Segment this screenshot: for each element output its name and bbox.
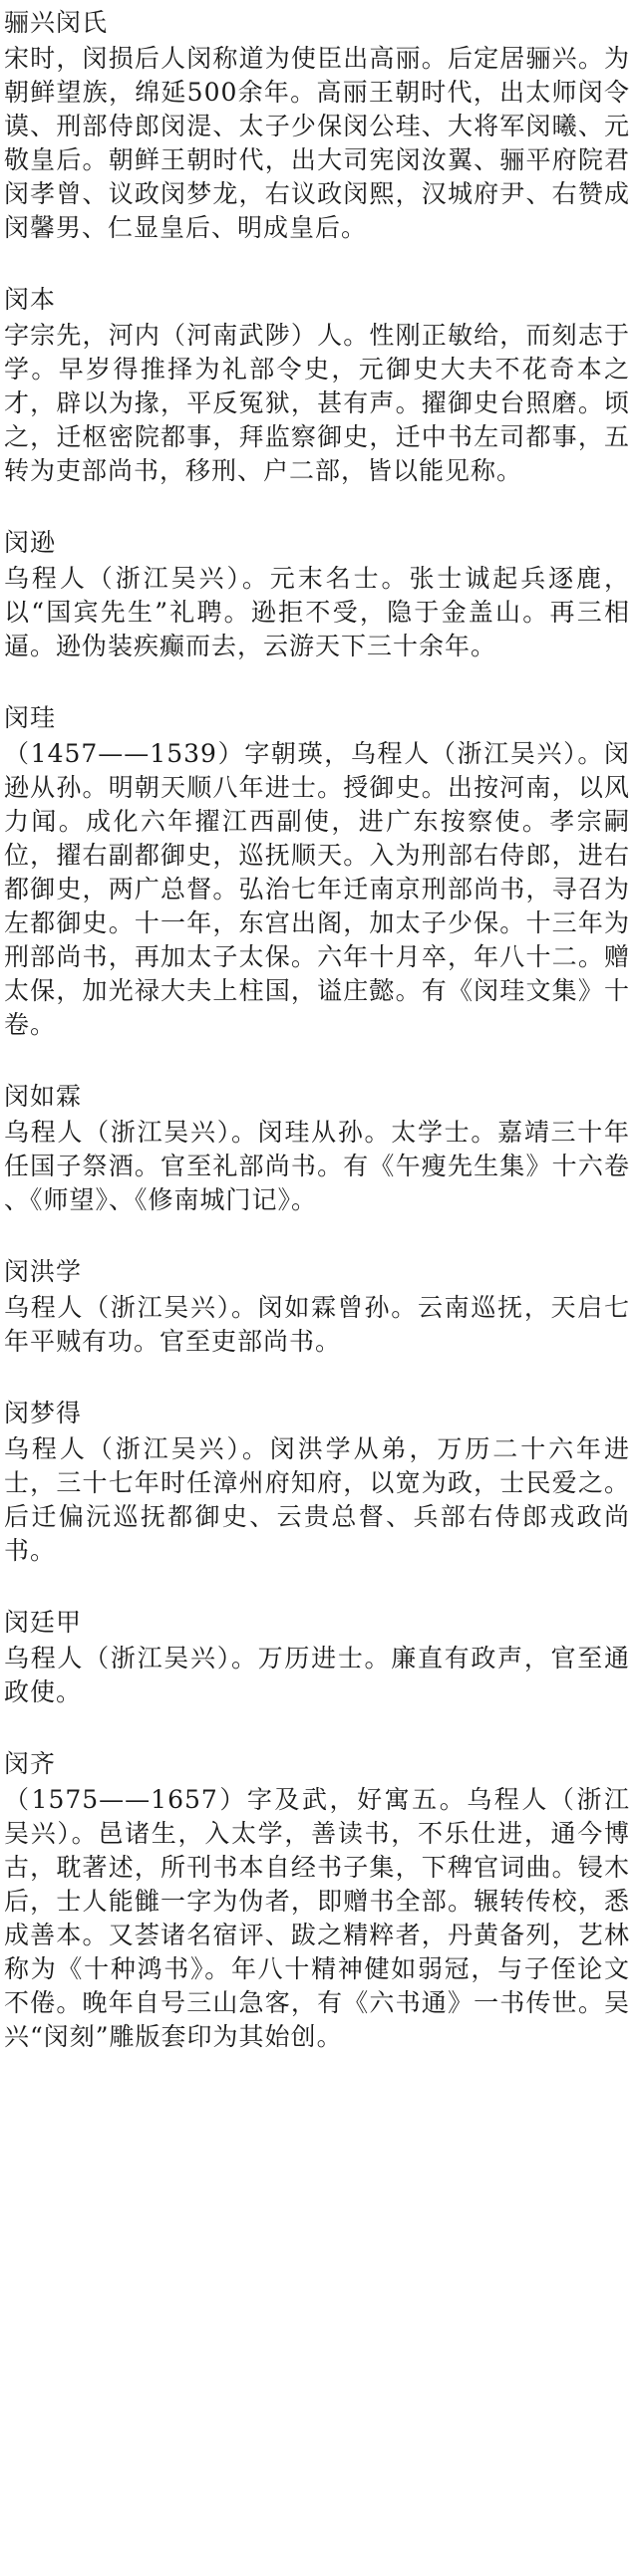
entry-title: 闵齐 [4,1749,57,1778]
entry-min-rulin [4,1080,630,1217]
entry-title: 闵梦得 [4,1399,83,1427]
entry-min-mengde [4,1397,630,1568]
entry-title: 闵廷甲 [4,1608,83,1637]
entry-min-hongxue [4,1255,630,1359]
entry-title: 闵本 [4,285,57,314]
entry-body: 乌程人（浙江吴兴）。闵珪从孙。太学士。嘉靖三十年任国子祭酒。官至礼部尚书。有《午瘦先生集》十六卷 、《师望》、《修南城门记》。 [4,1118,630,1214]
entry-min-tingjia [4,1606,630,1709]
entry-body: 乌程人（浙江吴兴）。元末名士。张士诚起兵逐鹿，以“国宾先生”礼聘。逊拒不受，隐于金盖山。再三相逼。逊伪装疾癫而去，云游天下三十余年。 [4,564,630,660]
entry-title: 闵珪 [4,703,57,732]
entry-title: 闵洪学 [4,1257,83,1286]
entry-min-ben [4,283,630,488]
entry-min-gui [4,701,630,1042]
entry-lixing-min-clan [4,6,630,245]
entry-body: 乌程人（浙江吴兴）。闵洪学从弟，万历二十六年进士，三十七年时任漳州府知府，以宽为政，士民爱之。后迁偏沅巡抚都御史、云贵总督、兵部右侍郎戎政尚书。 [4,1434,630,1565]
entry-min-qi [4,1747,630,2054]
entry-body: （1575——1657）字及武，好寓五。乌程人（浙江吴兴）。邑诸生，入太学，善读书，不乐仕进，通今博古，耽著述，所刊书本自经书子集，下稗官词曲。锓木后，士人能雠一字为伪者，即赠书全部。辗转传校，悉成善本。又荟诸名宿评、跋之精粹者，丹黄备列，艺林称为《十种鸿书》。年八十精神健如弱冠，与子侄论文不倦。晚年自号三山急客，有《六书通》一书传世。吴兴“闵刻”雕版套印为其始创。 [4,1785,630,2051]
entry-title: 骊兴闵氏 [4,8,109,37]
entry-title: 闵如霖 [4,1082,83,1111]
entry-min-xun [4,526,630,663]
entry-body: 宋时，闵损后人闵称道为使臣出高丽。后定居骊兴。为朝鲜望族，绵延500余年。高丽王朝时代，出太师闵令谟、刑部侍郎闵湜、太子少保闵公珪、大将军闵曦、元敬皇后。朝鲜王朝时代，出大司宪闵汝翼、骊平府院君闵孝曾、议政闵梦龙，右议政闵熙，汉城府尹、右赞成闵馨男、仁显皇后、明成皇后。 [4,44,630,242]
entry-title: 闵逊 [4,528,57,557]
entry-body: （1457——1539）字朝瑛，乌程人（浙江吴兴）。闵逊从孙。明朝天顺八年进士。授御史。出按河南，以风力闻。成化六年擢江西副使，进广东按察使。孝宗嗣位，擢右副都御史，巡抚顺天。入为刑部右侍郎，进右都御史，两广总督。弘治七年迁南京刑部尚书，寻召为左都御史。十一年，东宫出阁，加太子少保。十三年为刑部尚书，再加太子太保。六年十月卒，年八十二。赠太保，加光禄大夫上柱国，谥庄懿。有《闵珪文集》十卷。 [4,739,630,1039]
entry-body: 乌程人（浙江吴兴）。万历进士。廉直有政声，官至通政使。 [4,1644,630,1706]
entry-body: 乌程人（浙江吴兴）。闵如霖曾孙。云南巡抚，天启七年平贼有功。官至吏部尚书。 [4,1293,630,1356]
entry-body: 字宗先，河内（河南武陟）人。性刚正敏给，而刻志于学。早岁得推择为礼部令史，元御史大夫不花奇本之才，辟以为掾，平反冤狱，甚有声。擢御史台照磨。顷之，迁枢密院都事，拜监察御史，迁中书左司都事，五转为吏部尚书，移刑、户二部，皆以能见称。 [4,321,630,485]
